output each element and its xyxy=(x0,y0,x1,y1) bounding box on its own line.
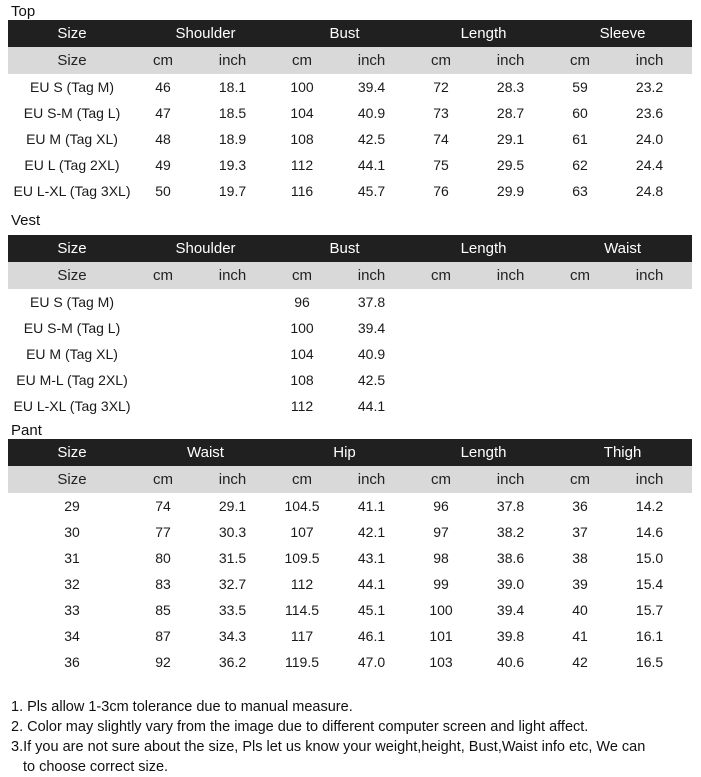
measurement-cell: 49 xyxy=(155,157,171,173)
measurement-cell: 112 xyxy=(290,398,314,414)
header-cell: Shoulder xyxy=(136,235,275,262)
measurement-cell: 74 xyxy=(433,131,449,147)
measurement-cell xyxy=(136,393,190,419)
pant-section-title: Pant xyxy=(11,422,42,439)
subheader-cell: Size xyxy=(8,47,136,74)
subheader-cell: cm xyxy=(275,466,329,493)
size-cell: EU M-L (Tag 2XL) xyxy=(16,372,128,388)
subheader-cell: inch xyxy=(607,262,692,289)
measurement-cell: 38.6 xyxy=(496,550,525,566)
measurement-cell: 92 xyxy=(155,654,171,670)
measurement-cell: 28.3 xyxy=(496,79,525,95)
table-body xyxy=(8,74,692,204)
table-row xyxy=(8,367,692,393)
size-cell: 36 xyxy=(64,654,80,670)
measurement-cell: 14.2 xyxy=(635,498,664,514)
measurement-cell xyxy=(414,367,468,393)
note-item: 2. Color may slightly vary from the image due to different computer screen and light affect. xyxy=(11,719,589,735)
header-cell: Size xyxy=(8,235,136,262)
measurement-cell: 32.7 xyxy=(218,576,247,592)
measurement-cell xyxy=(136,289,190,315)
measurement-cell: 34.3 xyxy=(218,628,247,644)
measurement-cell: 38 xyxy=(572,550,588,566)
measurement-cell: 99 xyxy=(433,576,449,592)
subheader-cell: cm xyxy=(414,262,468,289)
measurement-cell: 39.4 xyxy=(496,602,525,618)
measurement-cell: 36.2 xyxy=(218,654,247,670)
measurement-cell: 15.0 xyxy=(635,550,664,566)
measurement-cell xyxy=(190,341,275,367)
measurement-cell: 85 xyxy=(155,602,171,618)
measurement-cell: 31.5 xyxy=(218,550,247,566)
measurement-cell: 74 xyxy=(155,498,171,514)
measurement-cell: 45.7 xyxy=(357,183,386,199)
subheader-cell: cm xyxy=(553,466,607,493)
top-size-table xyxy=(8,20,692,204)
measurement-cell: 24.0 xyxy=(635,131,664,147)
measurement-cell xyxy=(553,315,607,341)
measurement-cell xyxy=(607,367,692,393)
measurement-cell: 104.5 xyxy=(284,498,320,514)
header-cell: Bust xyxy=(275,20,414,47)
measurement-cell: 100 xyxy=(290,320,314,336)
measurement-cell xyxy=(136,341,190,367)
measurement-cell xyxy=(607,289,692,315)
table-row xyxy=(8,519,692,545)
table-row xyxy=(8,649,692,675)
measurement-cell xyxy=(607,393,692,419)
size-cell: 32 xyxy=(64,576,80,592)
size-cell: 29 xyxy=(64,498,80,514)
measurement-cell: 60 xyxy=(572,105,588,121)
subheader-cell: cm xyxy=(414,466,468,493)
measurement-cell: 42.5 xyxy=(357,372,386,388)
measurement-cell: 112 xyxy=(290,576,314,592)
subheader-cell: cm xyxy=(553,47,607,74)
subheader-cell: inch xyxy=(468,466,553,493)
measurement-cell: 98 xyxy=(433,550,449,566)
note-item: to choose correct size. xyxy=(23,759,169,775)
table-body xyxy=(8,493,692,675)
table-row xyxy=(8,597,692,623)
subheader-cell: inch xyxy=(468,262,553,289)
measurement-cell: 18.5 xyxy=(218,105,247,121)
size-cell: 33 xyxy=(64,602,80,618)
measurement-cell: 77 xyxy=(155,524,171,540)
measurement-cell: 14.6 xyxy=(635,524,664,540)
size-cell: EU S (Tag M) xyxy=(29,294,114,310)
measurement-cell: 45.1 xyxy=(357,602,386,618)
size-cell: EU S (Tag M) xyxy=(29,79,114,95)
measurement-cell: 100 xyxy=(290,79,314,95)
subheader-cell: inch xyxy=(329,47,414,74)
measurement-cell: 61 xyxy=(572,131,588,147)
measurement-cell: 48 xyxy=(155,131,171,147)
measurement-cell: 18.1 xyxy=(218,79,247,95)
measurement-cell: 15.4 xyxy=(635,576,664,592)
vest-section-title: Vest xyxy=(11,212,41,229)
header-cell: Size xyxy=(8,20,136,47)
subheader-cell: Size xyxy=(8,262,136,289)
measurement-cell: 76 xyxy=(433,183,449,199)
size-cell: 34 xyxy=(64,628,80,644)
subheader-cell: cm xyxy=(136,466,190,493)
measurement-cell: 19.7 xyxy=(218,183,247,199)
measurement-cell: 40.9 xyxy=(357,346,386,362)
measurement-cell: 42 xyxy=(572,654,588,670)
subheader-cell: inch xyxy=(190,466,275,493)
measurement-cell: 46 xyxy=(155,79,171,95)
measurement-cell xyxy=(553,367,607,393)
measurement-cell: 29.1 xyxy=(218,498,247,514)
measurement-cell xyxy=(607,315,692,341)
measurement-cell: 33.5 xyxy=(218,602,247,618)
measurement-cell xyxy=(553,289,607,315)
measurement-cell: 37 xyxy=(572,524,588,540)
subheader-cell: inch xyxy=(607,466,692,493)
measurement-cell xyxy=(468,341,553,367)
measurement-cell: 72 xyxy=(433,79,449,95)
measurement-cell: 15.7 xyxy=(635,602,664,618)
measurement-cell: 16.1 xyxy=(635,628,664,644)
table-row xyxy=(8,493,692,519)
measurement-cell xyxy=(607,341,692,367)
table-row xyxy=(8,393,692,419)
subheader-cell: cm xyxy=(136,262,190,289)
header-cell: Length xyxy=(414,235,553,262)
measurement-cell: 36 xyxy=(572,498,588,514)
measurement-cell: 80 xyxy=(155,550,171,566)
measurement-cell xyxy=(468,315,553,341)
table-header-row xyxy=(8,235,692,262)
measurement-cell: 23.2 xyxy=(635,79,664,95)
size-cell: EU M (Tag XL) xyxy=(26,131,118,147)
table-row xyxy=(8,178,692,204)
table-row xyxy=(8,341,692,367)
table-header-row xyxy=(8,20,692,47)
measurement-cell xyxy=(190,289,275,315)
header-cell: Shoulder xyxy=(136,20,275,47)
measurement-cell: 87 xyxy=(155,628,171,644)
measurement-cell: 24.8 xyxy=(635,183,664,199)
measurement-cell: 43.1 xyxy=(357,550,386,566)
table-header-row xyxy=(8,439,692,466)
measurement-cell: 46.1 xyxy=(357,628,386,644)
measurement-cell xyxy=(414,289,468,315)
measurement-cell: 62 xyxy=(572,157,588,173)
measurement-cell xyxy=(414,315,468,341)
measurement-cell: 96 xyxy=(294,294,310,310)
measurement-cell: 39.4 xyxy=(357,320,386,336)
subheader-cell: cm xyxy=(553,262,607,289)
measurement-cell: 23.6 xyxy=(635,105,664,121)
measurement-cell xyxy=(553,341,607,367)
measurement-cell: 97 xyxy=(433,524,449,540)
measurement-cell xyxy=(414,341,468,367)
measurement-cell: 96 xyxy=(433,498,449,514)
subheader-cell: cm xyxy=(414,47,468,74)
measurement-cell xyxy=(190,393,275,419)
pant-size-table xyxy=(8,439,692,675)
header-cell: Length xyxy=(414,439,553,466)
measurement-cell: 44.1 xyxy=(357,398,386,414)
header-cell: Hip xyxy=(275,439,414,466)
size-cell: 30 xyxy=(64,524,80,540)
measurement-cell: 108 xyxy=(290,131,314,147)
measurement-cell xyxy=(190,315,275,341)
measurement-cell: 83 xyxy=(155,576,171,592)
measurement-cell xyxy=(553,393,607,419)
measurement-cell: 75 xyxy=(433,157,449,173)
subheader-cell: inch xyxy=(329,262,414,289)
measurement-cell: 39.8 xyxy=(496,628,525,644)
table-row xyxy=(8,74,692,100)
table-row xyxy=(8,126,692,152)
table-row xyxy=(8,571,692,597)
measurement-cell: 109.5 xyxy=(284,550,320,566)
measurement-cell: 24.4 xyxy=(635,157,664,173)
measurement-cell: 30.3 xyxy=(218,524,247,540)
table-subheader-row xyxy=(8,466,692,493)
header-cell: Thigh xyxy=(553,439,692,466)
measurement-cell: 38.2 xyxy=(496,524,525,540)
measurement-cell: 59 xyxy=(572,79,588,95)
header-cell: Size xyxy=(8,439,136,466)
table-row xyxy=(8,289,692,315)
measurement-cell: 29.1 xyxy=(496,131,525,147)
header-cell: Bust xyxy=(275,235,414,262)
size-cell: EU L-XL (Tag 3XL) xyxy=(13,398,131,414)
measurement-cell: 44.1 xyxy=(357,576,386,592)
header-cell: Sleeve xyxy=(553,20,692,47)
size-cell: EU L-XL (Tag 3XL) xyxy=(13,183,131,199)
measurement-cell: 104 xyxy=(290,105,314,121)
measurement-cell: 29.5 xyxy=(496,157,525,173)
measurement-cell: 44.1 xyxy=(357,157,386,173)
size-cell: EU S-M (Tag L) xyxy=(23,105,121,121)
notes-list xyxy=(11,697,695,777)
measurement-cell: 39.4 xyxy=(357,79,386,95)
note-item: 1. Pls allow 1-3cm tolerance due to manual measure. xyxy=(11,699,353,715)
measurement-cell: 116 xyxy=(290,183,314,199)
size-cell: EU L (Tag 2XL) xyxy=(24,157,120,173)
size-cell: EU S-M (Tag L) xyxy=(23,320,121,336)
vest-size-table xyxy=(8,235,692,419)
measurement-cell xyxy=(468,289,553,315)
measurement-cell: 29.9 xyxy=(496,183,525,199)
measurement-cell: 47 xyxy=(155,105,171,121)
size-cell: EU M (Tag XL) xyxy=(26,346,118,362)
measurement-cell: 108 xyxy=(290,372,314,388)
measurement-cell: 119.5 xyxy=(285,654,320,670)
header-cell: Length xyxy=(414,20,553,47)
measurement-cell: 18.9 xyxy=(218,131,247,147)
measurement-cell: 40.6 xyxy=(496,654,525,670)
measurement-cell: 19.3 xyxy=(218,157,247,173)
measurement-cell: 47.0 xyxy=(357,654,386,670)
measurement-cell: 107 xyxy=(290,524,314,540)
measurement-cell: 28.7 xyxy=(496,105,525,121)
size-cell: 31 xyxy=(64,550,80,566)
measurement-cell: 117 xyxy=(290,628,314,644)
measurement-cell: 41.1 xyxy=(357,498,386,514)
subheader-cell: inch xyxy=(190,262,275,289)
measurement-cell: 40.9 xyxy=(357,105,386,121)
measurement-cell: 41 xyxy=(572,628,588,644)
measurement-cell: 112 xyxy=(290,157,314,173)
measurement-cell: 39.0 xyxy=(496,576,525,592)
table-row xyxy=(8,152,692,178)
measurement-cell: 39 xyxy=(572,576,588,592)
measurement-cell: 73 xyxy=(433,105,449,121)
table-row xyxy=(8,623,692,649)
measurement-cell: 100 xyxy=(429,602,453,618)
subheader-cell: inch xyxy=(607,47,692,74)
table-subheader-row xyxy=(8,262,692,289)
measurement-cell xyxy=(414,393,468,419)
measurement-cell: 104 xyxy=(290,346,314,362)
measurement-cell xyxy=(136,315,190,341)
subheader-cell: cm xyxy=(275,262,329,289)
header-cell: Waist xyxy=(136,439,275,466)
table-subheader-row xyxy=(8,47,692,74)
measurement-cell: 101 xyxy=(429,628,453,644)
subheader-cell: inch xyxy=(468,47,553,74)
measurement-cell: 63 xyxy=(572,183,588,199)
table-row xyxy=(8,315,692,341)
measurement-cell xyxy=(468,367,553,393)
measurement-cell: 42.1 xyxy=(357,524,386,540)
table-row xyxy=(8,545,692,571)
subheader-cell: inch xyxy=(190,47,275,74)
header-cell: Waist xyxy=(553,235,692,262)
measurement-cell xyxy=(136,367,190,393)
measurement-cell: 37.8 xyxy=(357,294,386,310)
measurement-cell xyxy=(468,393,553,419)
subheader-cell: cm xyxy=(136,47,190,74)
measurement-cell: 50 xyxy=(155,183,171,199)
top-section-title: Top xyxy=(11,3,36,20)
subheader-cell: Size xyxy=(8,466,136,493)
table-row xyxy=(8,100,692,126)
subheader-cell: cm xyxy=(275,47,329,74)
measurement-cell xyxy=(190,367,275,393)
measurement-cell: 16.5 xyxy=(635,654,664,670)
measurement-cell: 40 xyxy=(572,602,588,618)
measurement-cell: 37.8 xyxy=(496,498,525,514)
note-item: 3.If you are not sure about the size, Pls let us know your weight,height, Bust,Waist info etc, We can xyxy=(11,739,646,755)
measurement-cell: 42.5 xyxy=(357,131,386,147)
table-body xyxy=(8,289,692,419)
measurement-cell: 114.5 xyxy=(285,602,320,618)
measurement-cell: 103 xyxy=(429,654,453,670)
subheader-cell: inch xyxy=(329,466,414,493)
